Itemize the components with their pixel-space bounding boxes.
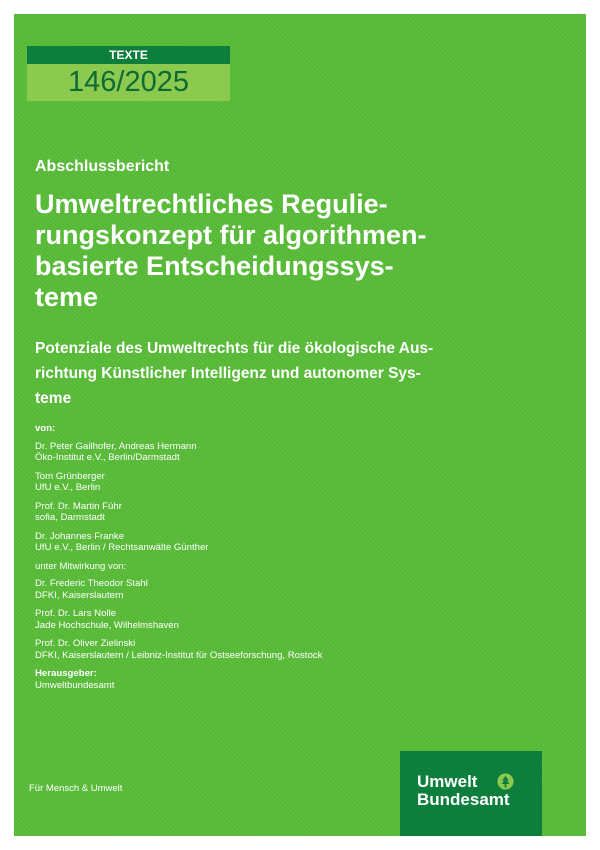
publisher-entry — [35, 668, 555, 691]
series-label: TEXTE — [27, 46, 230, 64]
series-number: 146/2025 — [27, 64, 230, 101]
contributor-name: Prof. Dr. Lars Nolle — [35, 608, 117, 619]
contributor-affiliation: DFKI, Kaiserslautern — [35, 589, 124, 601]
author-entry — [35, 501, 555, 524]
contributor-entry — [35, 638, 555, 661]
author-affiliation: Öko-Institut e.V., Berlin/Darmstadt — [35, 452, 180, 463]
document-title: Umweltrechtliches Regulie- rungskonzept für algorithmen- basierte Entscheidungssys- teme — [35, 189, 427, 312]
contributor-entry — [35, 608, 555, 631]
author-affiliation: UfU e.V., Berlin — [35, 482, 101, 493]
publisher-label: Herausgeber: — [35, 668, 97, 679]
document-subtitle: Potenziale des Umweltrechts für die ökologische Aus- richtung Künstlicher Intelligenz und autonomer Sys- teme — [35, 340, 434, 407]
author-entry — [35, 471, 555, 494]
author-entry — [35, 531, 555, 554]
author-affiliation: UfU e.V., Berlin / Rechtsanwälte Günther — [35, 542, 209, 553]
logo-text-line2: Bundesamt — [417, 790, 510, 809]
contributor-affiliation: Jade Hochschule, Wilhelmshaven — [35, 619, 179, 631]
tree-icon — [497, 773, 514, 790]
authors-label: von: — [35, 423, 56, 434]
contributor-affiliation: DFKI, Kaiserslautern / Leibniz-Institut für Ostseeforschung, Rostock — [35, 649, 323, 661]
publisher-name: Umweltbundesamt — [35, 679, 115, 691]
contributors-label: unter Mitwirkung von: — [35, 560, 127, 572]
agency-logo — [400, 751, 542, 836]
author-name: Prof. Dr. Martin Führ — [35, 500, 122, 512]
author-affiliation: sofia, Darmstadt — [35, 512, 105, 523]
logo-text-line1: Umwelt — [417, 772, 478, 791]
author-name: Tom Grünberger — [35, 470, 105, 482]
author-name: Dr. Peter Gailhofer, Andreas Hermann — [35, 440, 197, 452]
tagline: Für Mensch & Umwelt — [29, 783, 123, 794]
contributor-name: Prof. Dr. Oliver Zielinski — [35, 638, 136, 649]
credits-block — [35, 423, 555, 698]
contributor-name: Dr. Frederic Theodor Stahl — [35, 578, 148, 589]
report-type: Abschlussbericht — [35, 158, 170, 175]
author-entry — [35, 441, 555, 464]
contributor-entry — [35, 578, 555, 601]
author-name: Dr. Johannes Franke — [35, 530, 125, 542]
